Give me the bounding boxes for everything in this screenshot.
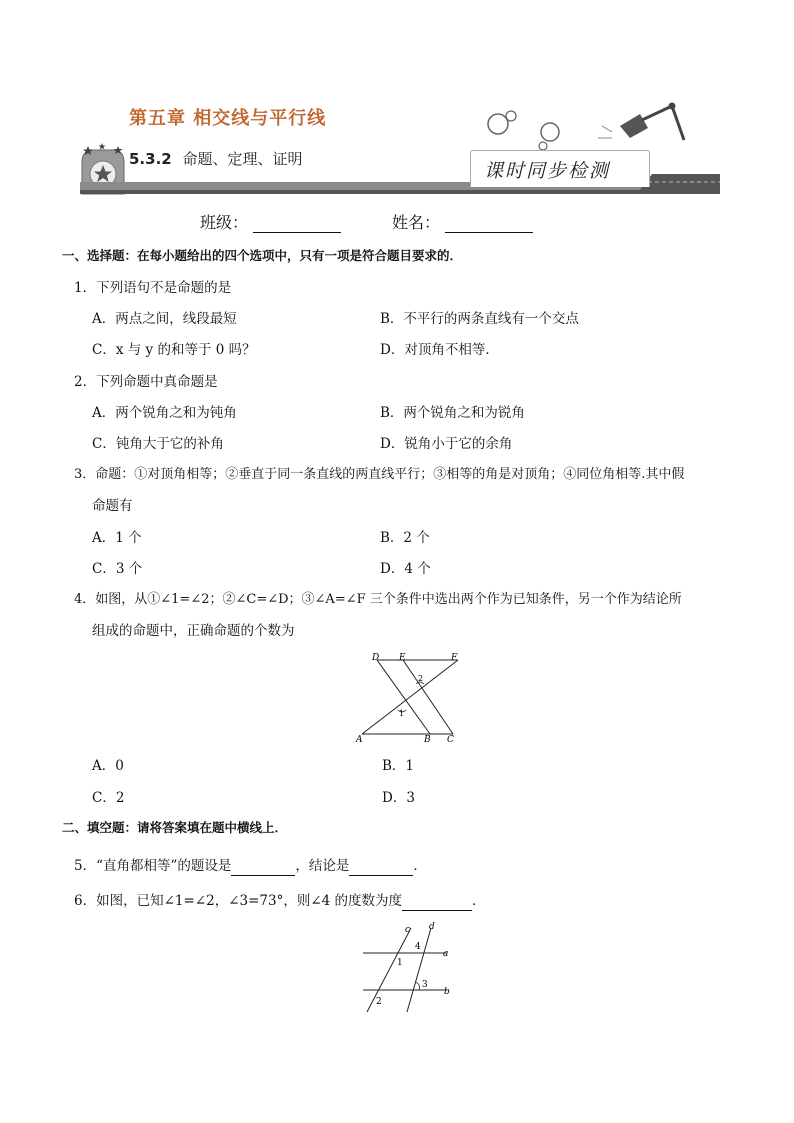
q4-label-2: 2: [418, 674, 424, 683]
q5-blank-1[interactable]: [231, 861, 295, 876]
q6-line: [74, 891, 486, 911]
part1-instruction: 一、选择题：在每小题给出的四个选项中，只有一项是符合题目要求的．: [62, 248, 463, 263]
q4-label-1: 1: [399, 709, 405, 718]
q6-label-4: 4: [415, 942, 421, 952]
q1-option-c: C．x 与 y 的和等于 0 吗？: [92, 342, 256, 358]
q3-option-d: D．4 个: [380, 561, 431, 577]
q4-stem-line2: 组成的命题中，正确命题的个数为: [92, 623, 295, 639]
q2-stem: 2．下列命题中真命题是: [74, 374, 218, 390]
banner-text: 课时同步检测: [484, 160, 611, 182]
q4-option-a: A．0: [92, 758, 124, 774]
q1-option-d: D．对顶角不相等．: [380, 342, 499, 358]
q2-option-c: C．钝角大于它的补角: [92, 436, 224, 452]
q2-option-b: B．两个锐角之和为锐角: [380, 405, 525, 421]
q3-stem-line2: 命题有: [92, 498, 133, 514]
q4-figure: [350, 650, 465, 745]
q6-label-3: 3: [422, 980, 428, 990]
q3-option-b: B．2 个: [380, 530, 430, 546]
q5-line: [74, 856, 427, 876]
q4-line-db: [377, 660, 430, 734]
q6-label-1: 1: [397, 958, 403, 968]
chapter-title: 第五章 相交线与平行线: [129, 108, 327, 129]
section-title: 命题、定理、证明: [182, 150, 303, 168]
q5-prefix: 5．“直角都相等”的题设是: [74, 858, 232, 874]
q1-option-b: B．不平行的两条直线有一个交点: [380, 311, 579, 327]
q5-middle: ，结论是: [295, 858, 350, 874]
q4-label-f: F: [451, 653, 458, 663]
q2-option-a: A．两个锐角之和为钝角: [92, 405, 237, 421]
q3-option-a: A．1 个: [92, 530, 142, 546]
q6-line-d: [407, 928, 431, 1012]
name-field: [392, 210, 533, 233]
q3-stem-line1: 3．命题：①对顶角相等；②垂直于同一条直线的两直线平行；③相等的角是对顶角；④同位角相等.其中假: [74, 467, 685, 482]
q1-option-a: A．两点之间，线段最短: [92, 311, 237, 327]
q2-option-d: D．锐角小于它的余角: [380, 436, 513, 452]
q1-stem: 1．下列语句不是命题的是: [74, 280, 232, 296]
q4-stem-line1: 4．如图，从①∠1=∠2；②∠C=∠D；③∠A=∠F 三个条件中选出两个作为已知条件，另一个作为结论所: [74, 592, 682, 607]
section-number: 5.3.2: [129, 150, 172, 168]
q4-option-b: B．1: [382, 758, 415, 774]
q4-option-c: C．2: [92, 790, 125, 806]
q4-label-b: B: [424, 735, 431, 745]
q6-figure: [355, 918, 465, 1016]
q4-option-d: D．3: [382, 790, 415, 806]
q6-blank[interactable]: [402, 896, 472, 911]
q3-option-c: C．3 个: [92, 561, 143, 577]
q4-label-c: C: [447, 735, 454, 745]
class-field: [200, 210, 341, 233]
section-heading: [129, 148, 303, 169]
q4-label-e: E: [399, 653, 406, 663]
q6-label-b: b: [444, 987, 450, 997]
q6-label-a: a: [443, 949, 449, 959]
class-label: 班级：: [200, 213, 249, 232]
q6-label-d: d: [429, 922, 435, 932]
name-blank[interactable]: [445, 214, 533, 233]
q5-suffix: ．: [413, 858, 427, 874]
q6-label-2: 2: [376, 997, 382, 1007]
q6-suffix: ．: [472, 893, 486, 909]
q4-label-a: A: [356, 735, 363, 745]
part2-instruction: 二、填空题：请将答案填在题中横线上．: [62, 820, 288, 835]
q6-label-c: c: [405, 925, 411, 935]
q5-blank-2[interactable]: [349, 861, 413, 876]
q4-label-d: D: [372, 653, 380, 663]
q6-line-c: [367, 928, 411, 1012]
name-label: 姓名：: [392, 213, 441, 232]
class-blank[interactable]: [253, 214, 341, 233]
q6-prefix: 6．如图，已知∠1=∠2，∠3=73°，则∠4 的度数为度: [74, 893, 403, 909]
